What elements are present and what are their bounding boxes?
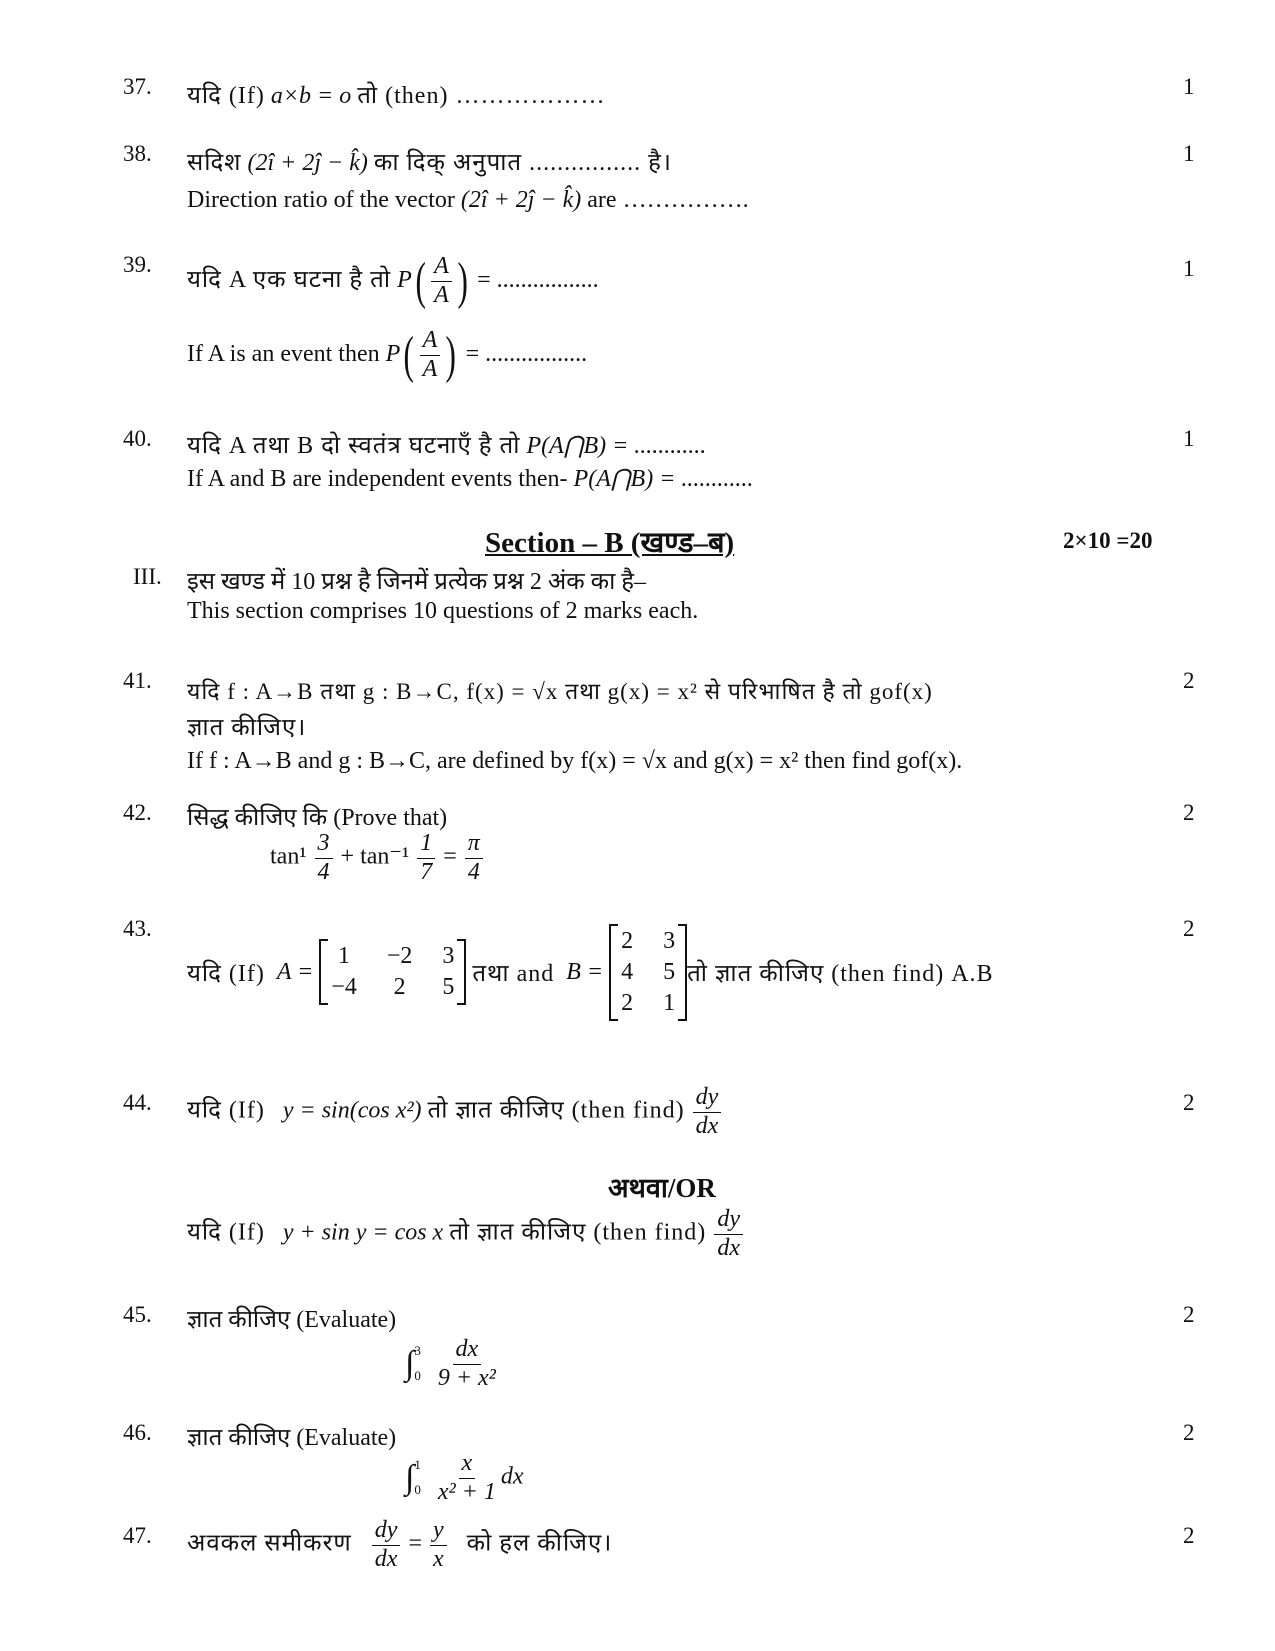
question-text-hindi-cont: ज्ञात कीजिए। (187, 715, 307, 741)
question-text-english: If f : A→B and g : B→C, are defined by f(x) = √x and g(x) = x² then find gof(x). (187, 748, 963, 774)
question-text: यदि (If) a×b = o तो (then) ……………… (187, 83, 606, 109)
question-marks: 1 (1183, 74, 1195, 99)
section-roman-number: III. (133, 564, 162, 589)
question-marks: 1 (1183, 426, 1195, 451)
equation: tan¹ $\frac{3}{4}$ + tan⁻¹ $\frac{1}{7}$ = $\frac{\pi}{4}$ (270, 830, 485, 886)
question-text-hindi: यदि f : A→B तथा g : B→C, f(x) = √x तथा g(x) = x² से परिभाषित है तो gof(x) (187, 679, 933, 704)
question-marks: 2 (1183, 1090, 1195, 1115)
integral: ∫ 3 0 $\frac{dx}{\text{9 + x²}}$ (405, 1336, 496, 1391)
question-number: 44. (123, 1090, 152, 1115)
question-number: 39. (123, 252, 152, 277)
question-marks: 2 (1183, 916, 1195, 941)
question-text-hindi: यदि A एक घटना है तो P( $\frac{A}{A}$ ) = ................. (187, 253, 599, 310)
question-number: 43. (123, 916, 152, 941)
question-marks: 2 (1183, 668, 1195, 693)
or-label: अथवा/OR (608, 1173, 716, 1203)
integral: ∫ 1 0 $\frac{x}{\text{x² + 1}}$ dx (405, 1450, 524, 1505)
section-instructions-hindi: इस खण्ड में 10 प्रश्न है जिनमें प्रत्येक प्रश्न 2 अंक का है– (187, 569, 647, 595)
question-number: 47. (123, 1523, 152, 1548)
section-instructions-english: This section comprises 10 questions of 2 marks each. (187, 598, 699, 624)
question-number: 40. (123, 426, 152, 451)
question-number: 45. (123, 1302, 152, 1327)
section-title: Section – B (खण्ड–ब) (485, 527, 735, 559)
question-text: यदि (If) y = sin(cos x²) तो ज्ञात कीजिए (then find) $\frac{dy}{dx}$ (187, 1084, 723, 1140)
fraction: $\frac{A}{A}$ (420, 327, 441, 383)
question-marks: 2 (1183, 1302, 1195, 1327)
question-number: 37. (123, 74, 152, 99)
question-text: सिद्ध कीजिए कि (Prove that) (187, 805, 448, 831)
question-text: यदि (If) A = 1 −2 3 −4 2 5 तथा and B = 2 3 4 5 2 1 तो ज्ञात कीजिए (then find) A.B (187, 922, 994, 1022)
question-text: यदि (If) y + sin y = cos x तो ज्ञात कीजिए (then find) $\frac{dy}{dx}$ (187, 1206, 745, 1262)
question-number: 46. (123, 1420, 152, 1445)
question-marks: 1 (1183, 141, 1195, 166)
question-text: अवकल समीकरण $\frac{dy}{dx}$ = $\frac{y}{x}$ को हल कीजिए। (187, 1517, 613, 1572)
question-text-english: Direction ratio of the vector (2î + 2ĵ − k̂) are ……………. (187, 187, 749, 213)
question-marks: 1 (1183, 256, 1195, 281)
question-text: ज्ञात कीजिए (Evaluate) (187, 1425, 397, 1451)
question-text-hindi: यदि A तथा B दो स्वतंत्र घटनाएँ है तो P(A⋂B) = ............ (187, 433, 707, 459)
question-text-english: If A and B are independent events then- P(A⋂B) = ............ (187, 466, 754, 492)
question-marks: 2 (1183, 800, 1195, 825)
question-number: 41. (123, 668, 152, 693)
question-marks: 2 (1183, 1420, 1195, 1445)
matrix-b: 2 3 4 5 2 1 (609, 924, 687, 1021)
question-marks: 2 (1183, 1523, 1195, 1548)
fraction: $\frac{A}{A}$ (431, 253, 452, 309)
section-marks: 2×10 =20 (1063, 528, 1153, 553)
question-text: ज्ञात कीजिए (Evaluate) (187, 1307, 397, 1333)
matrix-a: 1 −2 3 −4 2 5 (319, 939, 466, 1005)
question-text-hindi: सदिश (2î + 2ĵ − k̂) का दिक् अनुपात ................ है। (187, 150, 672, 176)
question-number: 42. (123, 800, 152, 825)
question-number: 38. (123, 141, 152, 166)
question-text-english: If A is an event then P( $\frac{A}{A}$ ) = ................. (187, 327, 588, 384)
